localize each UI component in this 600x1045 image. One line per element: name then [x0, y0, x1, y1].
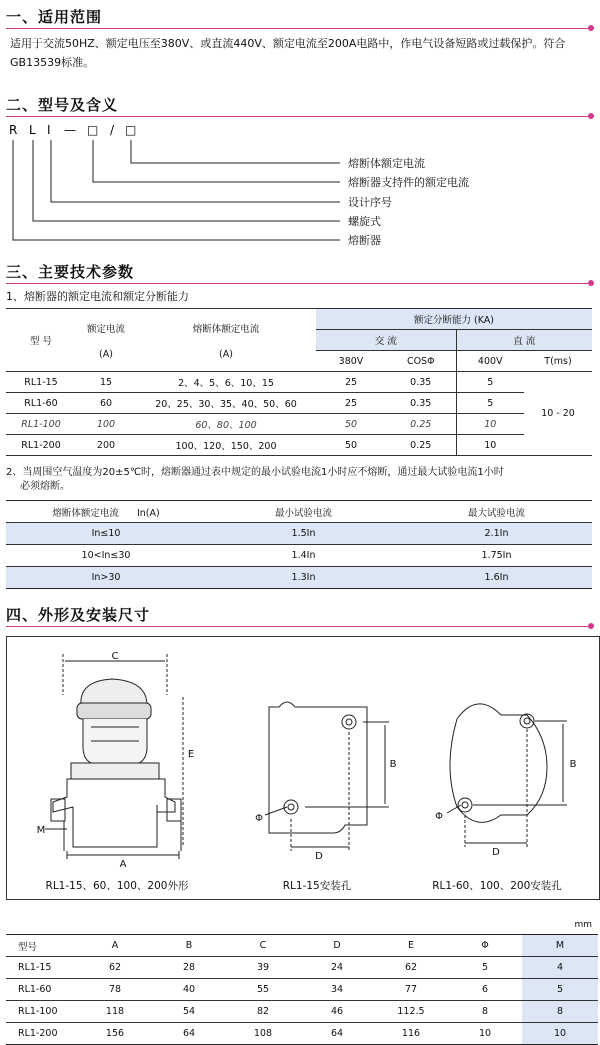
table-row [6, 435, 592, 456]
cell-t: 10 - 20 [524, 372, 592, 456]
cell-rated: 100 [76, 414, 136, 435]
cell-ka400: 5 [456, 372, 524, 393]
heading-rule [6, 626, 594, 627]
th-fuse-label: 熔断体额定电流 [192, 323, 260, 335]
th-rated-label: 额定电流 [86, 323, 125, 335]
th-dim: A [78, 935, 152, 957]
caption: RL1-15、60、100、200外形 [45, 880, 189, 892]
code-char: □ [125, 123, 137, 137]
cell-range: In≤10 [6, 523, 206, 545]
cell-dim: 24 [300, 957, 374, 979]
cell-dim: 5 [522, 979, 598, 1001]
cell-dim: 10 [522, 1023, 598, 1045]
section4-heading: 四、外形及安装尺寸 [6, 606, 151, 624]
cell-max: 1.75In [401, 545, 592, 567]
cell-rated: 200 [76, 435, 136, 456]
table-row [6, 1023, 598, 1045]
caption: RL1-15安装孔 [282, 880, 352, 892]
cell-fuse: 20、25、30、35、40、50、60 [136, 393, 316, 414]
cell-rated: 60 [76, 393, 136, 414]
cell-cos: 0.35 [386, 393, 456, 414]
rl1-60-hole-drawing [447, 704, 567, 847]
caption: RL1-60、100、200安装孔 [432, 880, 562, 892]
heading-rule-dot [588, 25, 594, 31]
meaning-label: 熔断器 [348, 234, 381, 247]
cell-fuse: 100、120、150、200 [136, 435, 316, 456]
cell-model: RL1-100 [6, 414, 76, 435]
cell-dim: 28 [152, 957, 226, 979]
leader-line [33, 140, 340, 221]
th-cos: COSΦ [386, 351, 456, 372]
cell-dim: 46 [300, 1001, 374, 1023]
sub1-title: 1、熔断器的额定电流和额定分断能力 [6, 290, 189, 303]
table-row [6, 1001, 598, 1023]
th-dim: D [300, 935, 374, 957]
cell-ka380: 25 [316, 372, 386, 393]
cell-dim: 118 [78, 1001, 152, 1023]
code-char: □ [87, 123, 99, 137]
table-row [6, 979, 598, 1001]
cell-dim: 10 [448, 1023, 522, 1045]
table-row [6, 372, 592, 393]
test-current-table [6, 500, 592, 589]
cell-model: RL1-60 [6, 393, 76, 414]
cell-range: 10<In≤30 [6, 545, 206, 567]
th-400v: 400V [456, 351, 524, 372]
dim-label: E [187, 749, 195, 760]
cell-model: RL1-15 [6, 372, 76, 393]
th-breaking: 额定分断能力 (KA) [316, 309, 592, 330]
cell-dim: 64 [152, 1023, 226, 1045]
cell-model: RL1-200 [6, 435, 76, 456]
dim-label: M [36, 825, 46, 836]
cell-max: 1.6In [401, 567, 592, 589]
cell-dim: 54 [152, 1001, 226, 1023]
section3-heading: 三、主要技术参数 [6, 263, 135, 281]
dim-label: B [569, 759, 577, 770]
cell-dim: 108 [226, 1023, 300, 1045]
table-row [6, 567, 592, 589]
cell-dim: RL1-200 [6, 1023, 78, 1045]
heading-rule [6, 28, 594, 29]
dim-label: A [119, 859, 127, 870]
meaning-label: 熔断体额定电流 [348, 157, 425, 170]
section1-heading: 一、适用范围 [6, 8, 103, 26]
cell-dim: 40 [152, 979, 226, 1001]
table-row [6, 393, 592, 414]
th-dim: M [522, 935, 598, 957]
fuse-outline-drawing [45, 654, 183, 859]
cell-dim: 112.5 [374, 1001, 448, 1023]
cell-ka400: 5 [456, 393, 524, 414]
th-dim: Φ [448, 935, 522, 957]
leader-line [131, 140, 340, 163]
leader-line [93, 140, 340, 182]
dim-label: Φ [435, 811, 443, 822]
cell-dim: 8 [448, 1001, 522, 1023]
rl1-15-hole-drawing [265, 702, 389, 851]
cell-dim: 156 [78, 1023, 152, 1045]
heading-rule [6, 283, 594, 284]
cell-min: 1.4In [206, 545, 401, 567]
code-char: L [29, 123, 36, 137]
cell-dim: 62 [374, 957, 448, 979]
heading-rule-dot [588, 623, 594, 629]
th-model: 型 号 [6, 309, 76, 372]
cell-dim: 4 [522, 957, 598, 979]
table-row [6, 545, 592, 567]
table-row [6, 523, 592, 545]
cell-dim: 6 [448, 979, 522, 1001]
model-code-diagram [0, 118, 600, 253]
meaning-label: 螺旋式 [348, 215, 381, 228]
dimension-table [6, 934, 598, 1045]
cell-dim: 5 [448, 957, 522, 979]
table-row [6, 957, 598, 979]
dim-label: B [389, 759, 397, 770]
cell-fuse: 60、80、100 [136, 414, 316, 435]
leader-line [51, 140, 340, 202]
cell-max: 2.1In [401, 523, 592, 545]
cell-cos: 0.25 [386, 414, 456, 435]
meaning-label: 设计序号 [348, 196, 392, 209]
dim-label: C [111, 651, 119, 662]
th-fuse-unit: (A) [219, 348, 233, 360]
code-char: — [64, 123, 76, 137]
cell-dim: 116 [374, 1023, 448, 1045]
th-380v: 380V [316, 351, 386, 372]
dim-label: Φ [255, 813, 263, 824]
section1-line1: 适用于交流50HZ、额定电压至380V、或直流440V、额定电流至200A电路中，作电气设备短路或过载保护。符合 [10, 37, 566, 50]
cell-min: 1.3In [206, 567, 401, 589]
th-dc: 直 流 [456, 330, 592, 351]
th-rated-unit: (A) [99, 348, 113, 360]
dim-label: D [492, 847, 500, 858]
sub2-line2: 必须熔断。 [20, 481, 70, 492]
cell-ka400: 10 [456, 435, 524, 456]
unit-label: mm [574, 920, 592, 930]
th-dim: E [374, 935, 448, 957]
th-fuse [136, 309, 316, 372]
heading-rule [6, 116, 594, 117]
sub2-line1: 2、当周围空气温度为20±5℃时，熔断器通过表中规定的最小试验电流1小时应不熔断，通过最大试验电流1小时 [6, 467, 504, 478]
th-t: T(ms) [524, 351, 592, 372]
section1-line2: GB13539标准。 [10, 56, 95, 69]
cell-rated: 15 [76, 372, 136, 393]
cell-dim: 39 [226, 957, 300, 979]
rating-table [6, 308, 592, 456]
th-min-current: 最小试验电流 [206, 501, 401, 523]
cell-dim: 34 [300, 979, 374, 1001]
code-char: I [47, 123, 51, 137]
cell-dim: RL1-100 [6, 1001, 78, 1023]
cell-dim: 77 [374, 979, 448, 1001]
th-fuse-current [6, 501, 206, 523]
code-char: R [9, 123, 18, 137]
cell-ka380: 50 [316, 414, 386, 435]
code-char: / [110, 123, 115, 137]
cell-dim: RL1-60 [6, 979, 78, 1001]
th-max-current: 最大试验电流 [401, 501, 592, 523]
th-ac: 交 流 [316, 330, 456, 351]
cell-dim: 8 [522, 1001, 598, 1023]
cell-cos: 0.35 [386, 372, 456, 393]
cell-range: In>30 [6, 567, 206, 589]
table-row [6, 414, 592, 435]
section1-paragraph [10, 34, 595, 72]
cell-dim: RL1-15 [6, 957, 78, 979]
cell-dim: 55 [226, 979, 300, 1001]
sub2-paragraph [6, 466, 596, 494]
cell-dim: 78 [78, 979, 152, 1001]
meaning-label: 熔断器支持件的额定电流 [348, 176, 469, 189]
leader-line [13, 140, 340, 240]
cell-fuse: 2、4、5、6、10、15 [136, 372, 316, 393]
cell-dim: 82 [226, 1001, 300, 1023]
th-dim: B [152, 935, 226, 957]
cell-cos: 0.25 [386, 435, 456, 456]
cell-dim: 64 [300, 1023, 374, 1045]
cell-ka380: 50 [316, 435, 386, 456]
cell-ka400: 10 [456, 414, 524, 435]
cell-ka380: 25 [316, 393, 386, 414]
cell-min: 1.5In [206, 523, 401, 545]
dim-label: D [315, 851, 323, 862]
cell-dim: 62 [78, 957, 152, 979]
section2-heading: 二、型号及含义 [6, 96, 119, 114]
th-dim: 型号 [6, 935, 78, 957]
outline-drawings [7, 637, 599, 899]
th-rated [76, 309, 136, 372]
dimension-drawing-panel [6, 636, 600, 900]
th-fuse-current-label: 熔断体额定电流 [52, 507, 119, 519]
th-dim: C [226, 935, 300, 957]
th-in-unit: In(A) [136, 507, 160, 519]
heading-rule-dot [588, 280, 594, 286]
